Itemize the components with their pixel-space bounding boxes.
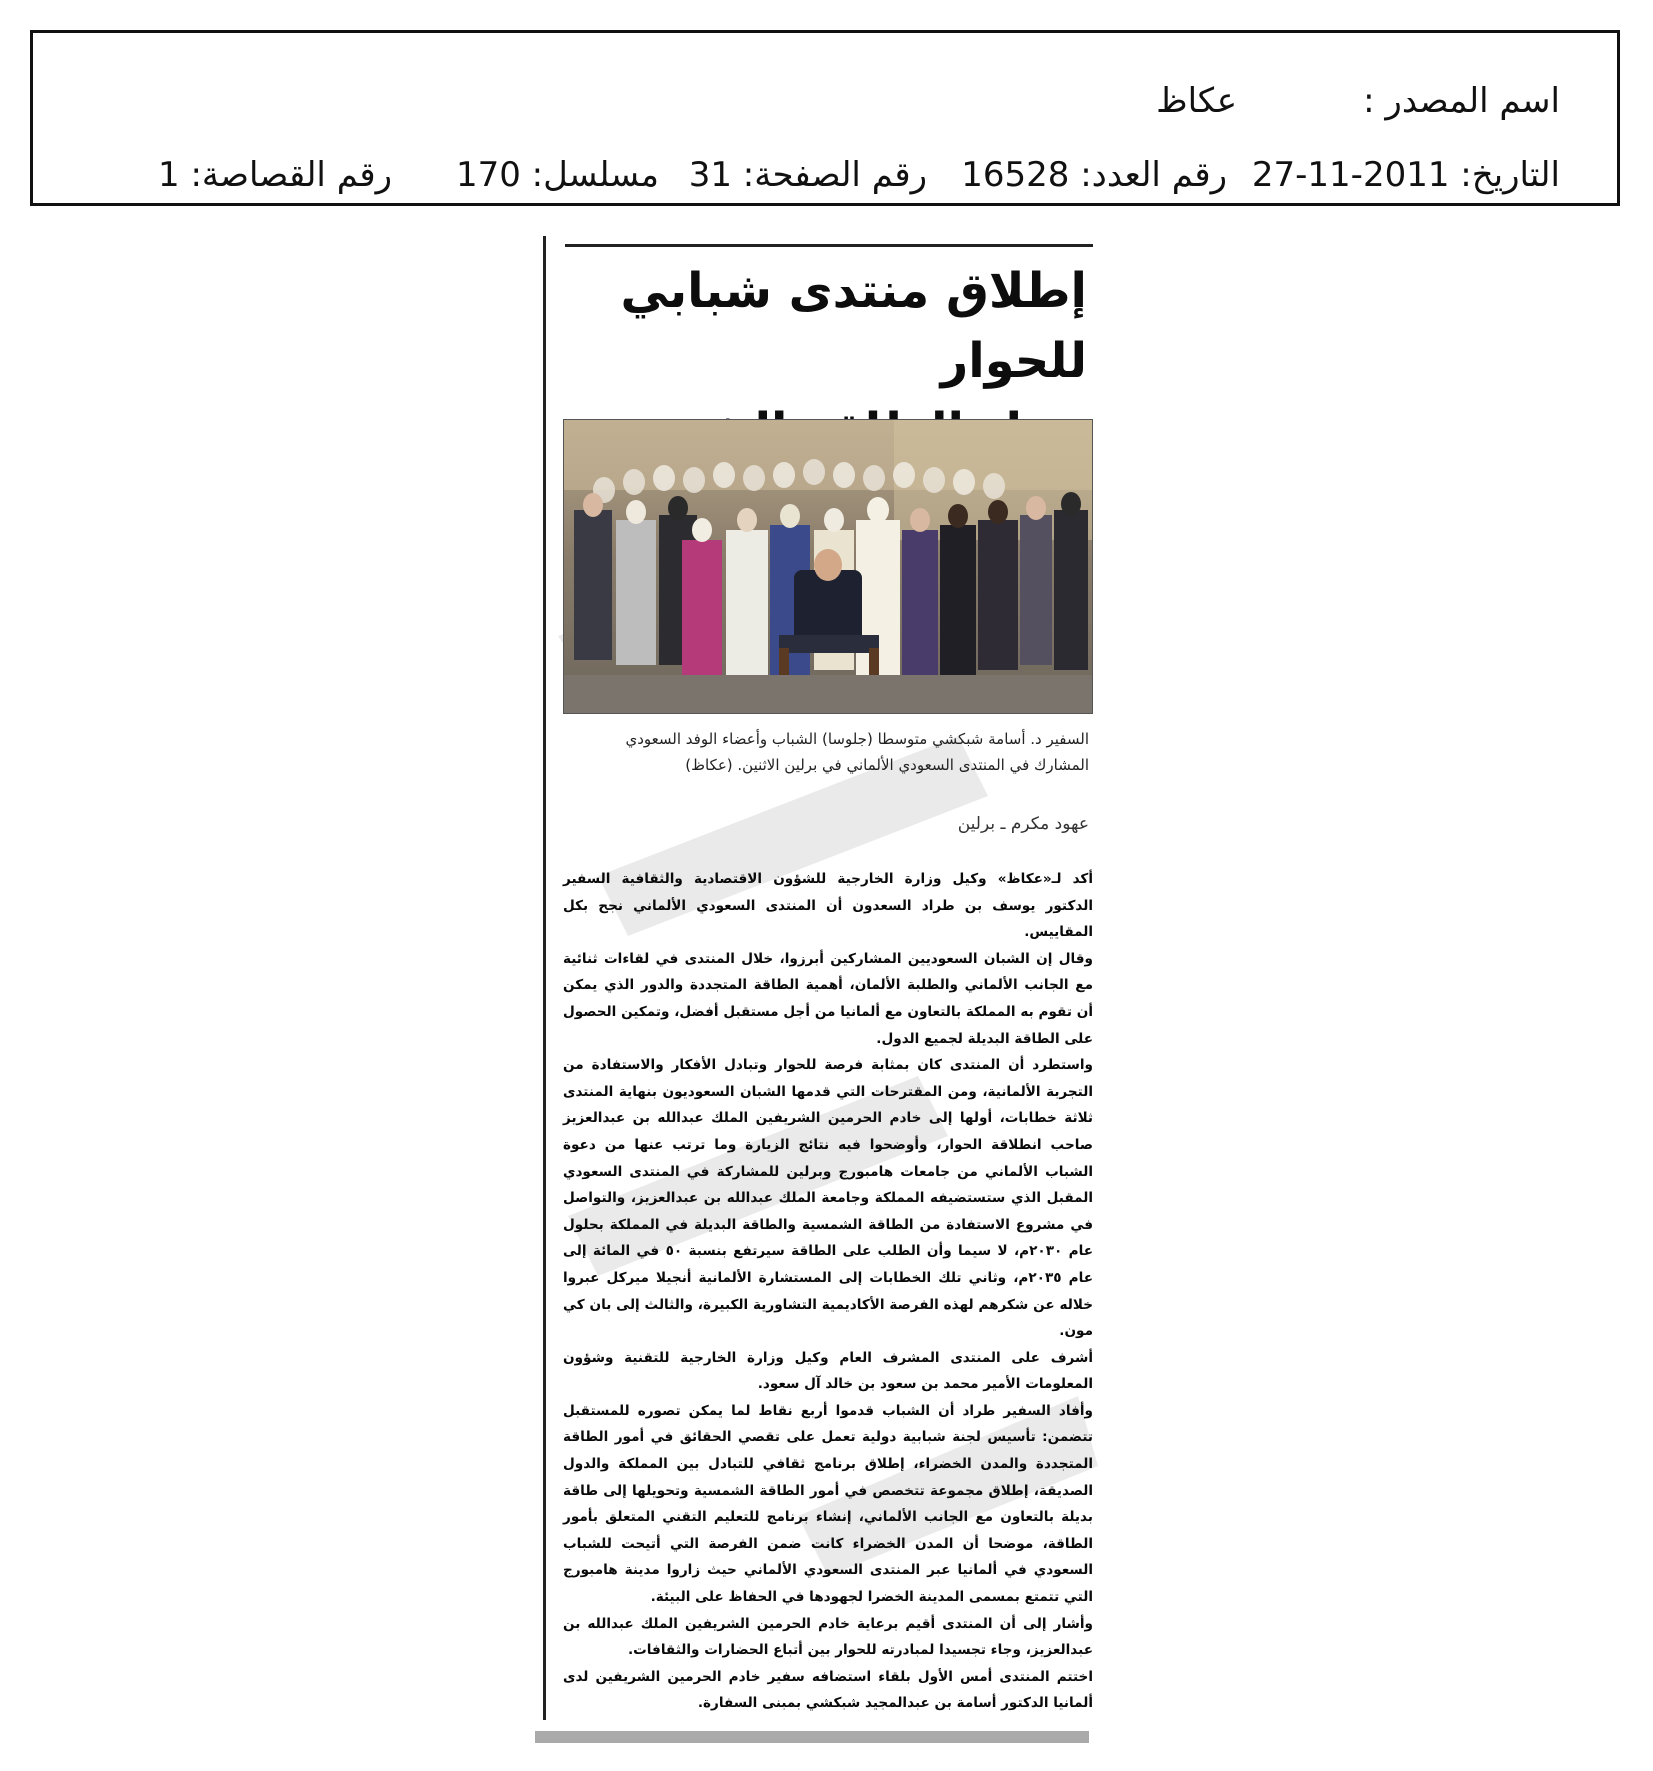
page-number-field: رقم الصفحة: 31 bbox=[688, 155, 927, 195]
article-byline: عهود مكرم ـ برلين bbox=[957, 814, 1089, 834]
caption-line-1: السفير د. أسامة شبكشي متوسطا (جلوسا) الشباب وأعضاء الوفد السعودي bbox=[625, 730, 1089, 748]
group-photo-illustration bbox=[564, 420, 1092, 713]
body-paragraph: وأفاد السفير طراد أن الشباب قدموا أربع نقاط لما يمكن تصوره للمستقبل تتضمن: تأسيس لجنة شبابية دولية تعمل على تقصي الحقائق في أمور الطاقة المتجددة والمدن الخضراء، إطلاق برنامج ثقافي للتبادل بين المملكة والدول الصديقة، إطلاق مجموعة تتخصص في أمور الطاقة الشمسية وتحويلها إلى طاقة بديلة بالتعاون مع الجانب الألماني، إنشاء برنامج للتعليم التقني المتعلق بأمور الطاقة، موضحا أن المدن الخضراء كانت ضمن الفرصة التي أتيحت للشباب السعودي في ألمانيا عبر المنتدى السعودي الألماني حيث زاروا مدينة هامبورج التي تتمتع بمسمى المدينة الخضرا لجهودها في الحفاظ على البيئة. bbox=[563, 1402, 1093, 1606]
serial-field: مسلسل: 170 bbox=[455, 155, 659, 195]
metadata-header-box bbox=[30, 30, 1620, 206]
clip-number-field: رقم القصاصة: 1 bbox=[158, 155, 392, 195]
bottom-rule bbox=[535, 1731, 1089, 1743]
source-value: عكاظ bbox=[1156, 81, 1237, 121]
top-rule bbox=[565, 244, 1093, 247]
date-field: التاريخ: 2011-11-27 bbox=[1251, 155, 1560, 195]
headline-line-1: إطلاق منتدى شبابي للحوار bbox=[620, 263, 1087, 389]
newspaper-clipping bbox=[543, 236, 1095, 1756]
group-photo bbox=[563, 419, 1093, 714]
caption-line-2: المشارك في المنتدى السعودي الألماني في برلين الاثنين. (عكاظ) bbox=[685, 756, 1089, 774]
column-rule bbox=[543, 236, 546, 1720]
photo-caption bbox=[569, 726, 1089, 778]
body-paragraph: أشرف على المنتدى المشرف العام وكيل وزارة الخارجية للتقنية وشؤون المعلومات الأمير محمد بن سعود بن خالد آل سعود. bbox=[563, 1349, 1093, 1393]
body-paragraph: أكد لـ«عكاظ» وكيل وزارة الخارجية للشؤون الاقتصادية والثقافية السفير الدكتور يوسف بن طراد السعدون أن المنتدى السعودي الألماني نجح بكل المقاييس. bbox=[563, 871, 1093, 941]
issue-number-field: رقم العدد: 16528 bbox=[961, 155, 1227, 195]
source-label: اسم المصدر : bbox=[1363, 81, 1560, 121]
body-paragraph: اختتم المنتدى أمس الأول بلقاء استضافه سفير خادم الحرمين الشريفين لدى ألمانيا الدكتور أسامة بن عبدالمجيد شبكشي بمبنى السفارة. bbox=[563, 1668, 1093, 1712]
body-paragraph: وقال إن الشبان السعوديين المشاركين أبرزوا، خلال المنتدى في لقاءات ثنائية مع الجانب الألماني والطلبة الألمان، أهمية الطاقة المتجددة والدور الذي يمكن أن تقوم به المملكة بالتعاون مع ألمانيا من أجل مستقبل أفضل، وتمكين الحصول على الطاقة البديلة لجميع الدول. bbox=[563, 950, 1093, 1047]
body-paragraph: واستطرد أن المنتدى كان بمثابة فرصة للحوار وتبادل الأفكار والاستفادة من التجربة الألمانية، ومن المقترحات التي قدمها الشبان السعوديون بنهاية المنتدى ثلاثة خطابات، أولها إلى خادم الحرمين الشريفين الملك عبدالله بن عبدالعزيز صاحب انطلاقة الحوار، وأوضحوا فيه نتائج الزيارة وما ترتب عنها من دعوة الشباب الألماني من جامعات هامبورج وبرلين للمشاركة في المنتدى السعودي المقبل الذي ستستضيفه المملكة وجامعة الملك عبدالله بن عبدالعزيز، والتواصل في مشروع الاستفادة من الطاقة الشمسية والطاقة البديلة في المملكة بحلول عام ٢٠٣٠م، لا سيما وأن الطلب على الطاقة سيرتفع بنسبة ٥٠ في المائة إلى عام ٢٠٣٥م، وثاني تلك الخطابات إلى المستشارة الألمانية أنجيلا ميركل عبروا خلاله عن شكرهم لهذه الفرصة الأكاديمية التشاورية الكبيرة، والثالث إلى بان كي مون. bbox=[563, 1057, 1094, 1340]
article-body bbox=[563, 866, 1093, 1717]
body-paragraph: وأشار إلى أن المنتدى أقيم برعاية خادم الحرمين الشريفين الملك عبدالله بن عبدالعزيز، وجاء تجسيدا لمبادرته للحوار بين أتباع الحضارات والثقافات. bbox=[563, 1615, 1093, 1659]
